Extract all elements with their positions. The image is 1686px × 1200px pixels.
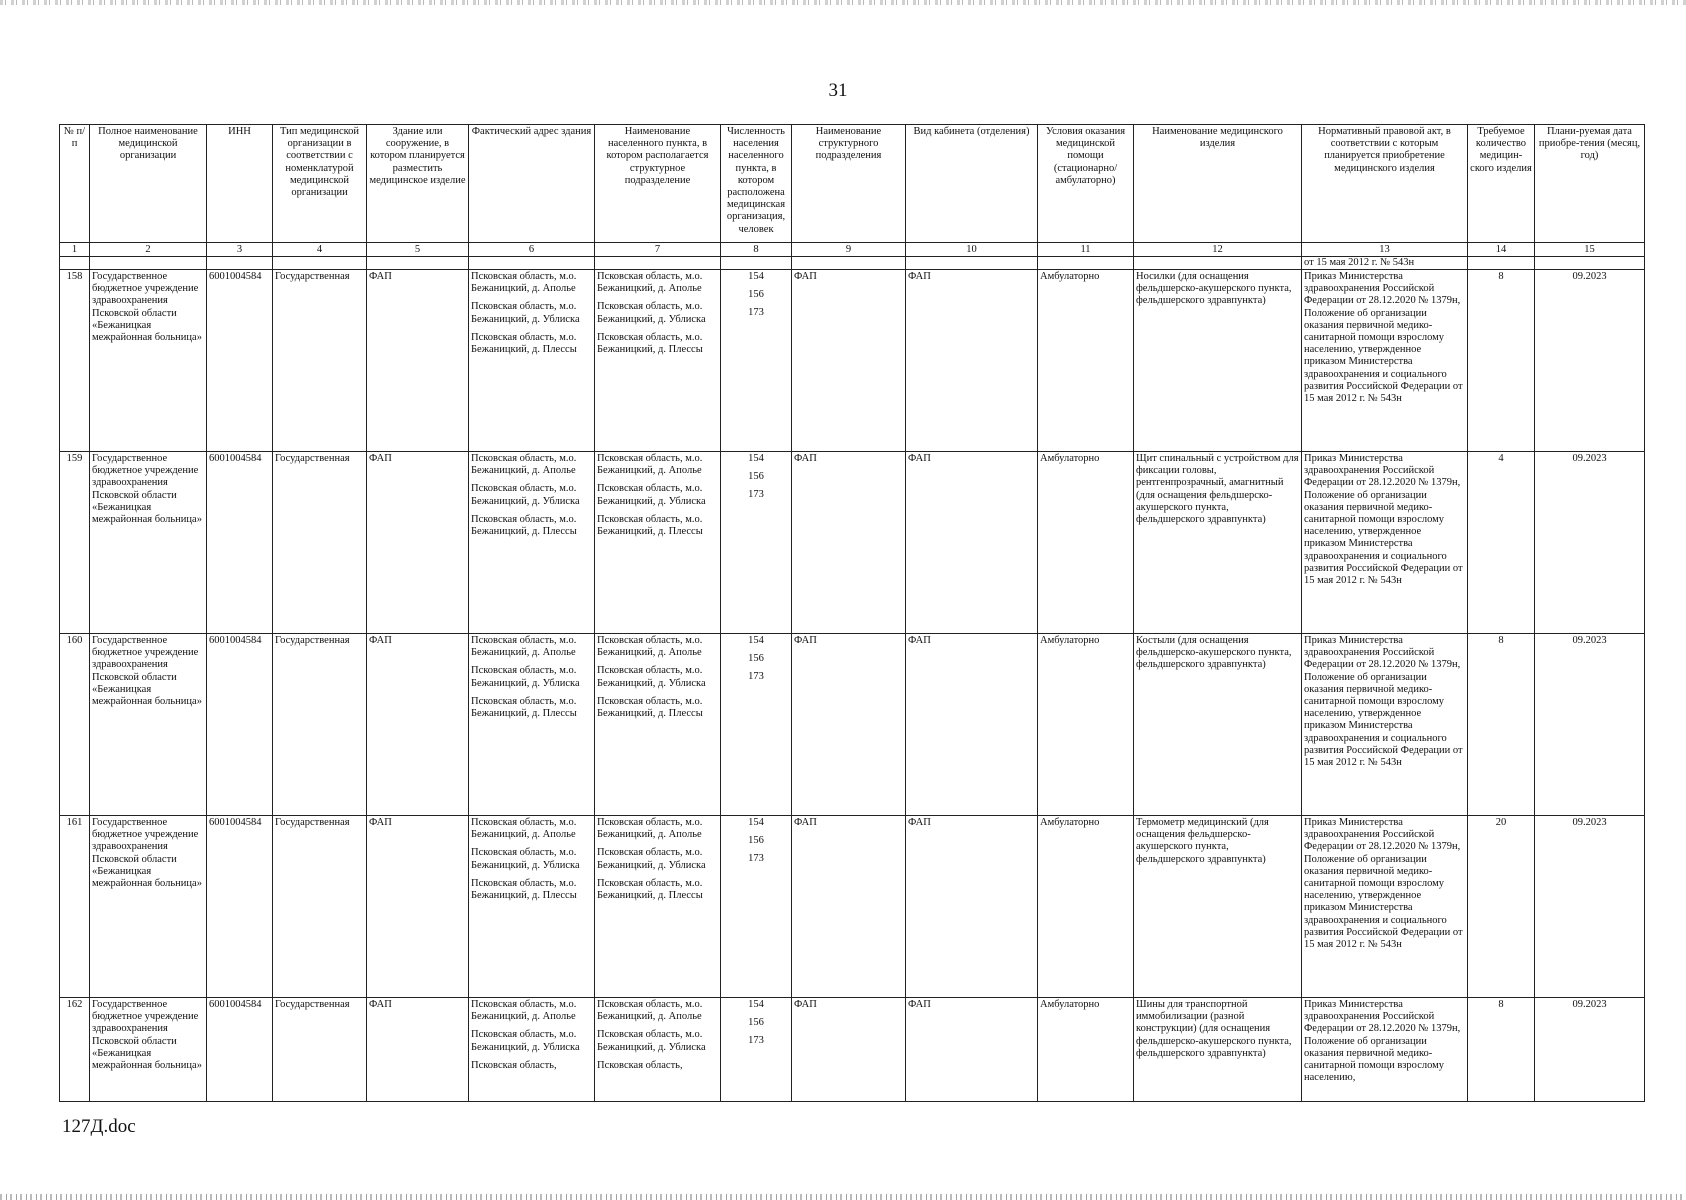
registry-table — [59, 124, 1645, 1102]
required-quantity: 8 — [1468, 270, 1535, 452]
table-row — [60, 998, 1645, 1102]
header-cell: Полное наименование медицинской организации — [90, 125, 207, 243]
population-list — [721, 998, 792, 1102]
structural-unit: ФАП — [792, 270, 906, 452]
column-number: 6 — [469, 243, 595, 257]
building-type: ФАП — [367, 270, 469, 452]
header-cell: Нормативный правовой акт, в соответствии с которым планируется приобретение медицинского изделия — [1302, 125, 1468, 243]
structural-unit: ФАП — [792, 816, 906, 998]
planned-date: 09.2023 — [1535, 634, 1645, 816]
row-number: 162 — [60, 998, 90, 1102]
column-number-row — [60, 243, 1645, 257]
population-value: 173 — [748, 307, 764, 319]
population-value: 156 — [748, 1017, 764, 1029]
organization-type: Государственная — [273, 634, 367, 816]
address-list — [469, 634, 595, 816]
address-entry: Псковская область, м.о. Бежаницкий, д. Плессы — [597, 695, 703, 720]
device-name: Щит спинальный с устройством для фиксации головы, рентгенпрозрачный, амагнитный (для оснащения фельдшерско-акушерского пункта, фельдшерского здравпункта) — [1134, 452, 1302, 634]
population-list — [721, 816, 792, 998]
settlement-list — [595, 998, 721, 1102]
care-conditions: Амбулаторно — [1038, 270, 1134, 452]
column-number: 15 — [1535, 243, 1645, 257]
population-value: 156 — [748, 835, 764, 847]
address-entry: Псковская область, м.о. Бежаницкий, д. Ублиска — [471, 483, 580, 507]
header-cell: Наименование населенного пункта, в котором располагается структурное подразделение — [595, 125, 721, 243]
document-filename: 127Д.doc — [62, 1116, 136, 1137]
organization-name: Государственное бюджетное учреждение здравоохранения Псковской области «Бежаницкая межрайонная больница» — [90, 634, 207, 816]
column-number: 9 — [792, 243, 906, 257]
organization-type: Государственная — [273, 452, 367, 634]
column-number: 3 — [207, 243, 273, 257]
address-entry: Псковская область, м.о. Бежаницкий, д. Плессы — [597, 513, 703, 538]
address-entry: Псковская область, м.о. Бежаницкий, д. Плессы — [597, 877, 703, 902]
header-cell: № п/п — [60, 125, 90, 243]
address-entry: Псковская область, м.о. Бежаницкий, д. Аполье — [597, 817, 703, 841]
inn-value: 6001004584 — [207, 634, 273, 816]
address-entry: Псковская область, м.о. Бежаницкий, д. Ублиска — [597, 847, 706, 871]
address-entry: Псковская область, м.о. Бежаницкий, д. Плессы — [597, 331, 703, 356]
organization-type: Государственная — [273, 816, 367, 998]
column-number: 13 — [1302, 243, 1468, 257]
address-entry: Псковская область, м.о. Бежаницкий, д. Ублиска — [471, 1029, 580, 1053]
row-number: 158 — [60, 270, 90, 452]
header-cell: Плани-руемая дата приобре-тения (месяц, год) — [1535, 125, 1645, 243]
building-type: ФАП — [367, 634, 469, 816]
continuation-text: от 15 мая 2012 г. № 543н — [1302, 257, 1468, 270]
column-number: 14 — [1468, 243, 1535, 257]
settlement-list — [595, 270, 721, 452]
address-list — [469, 816, 595, 998]
legal-act: Приказ Министерства здравоохранения Российской Федерации от 28.12.2020 № 1379н, Положение об организации оказания первичной медико-санитарной помощи взрослому населению, утвержденное приказом Министерства здравоохранения и социального развития Российской Федерации от 15 мая 2012 г. № 543н — [1302, 816, 1468, 998]
planned-date: 09.2023 — [1535, 452, 1645, 634]
device-name: Термометр медицинский (для оснащения фельдшерско-акушерского пункта, фельдшерского здравпункта) — [1134, 816, 1302, 998]
header-cell: Наименование структурного подразделения — [792, 125, 906, 243]
building-type: ФАП — [367, 452, 469, 634]
device-name: Костыли (для оснащения фельдшерско-акушерского пункта, фельдшерского здравпункта) — [1134, 634, 1302, 816]
care-conditions: Амбулаторно — [1038, 452, 1134, 634]
planned-date: 09.2023 — [1535, 816, 1645, 998]
cabinet-type: ФАП — [906, 998, 1038, 1102]
header-cell: Вид кабинета (отделения) — [906, 125, 1038, 243]
device-name: Шины для транспортной иммобилизации (разной конструкции) (для оснащения фельдшерско-акушерского пункта, фельдшерского здравпункта) — [1134, 998, 1302, 1102]
address-list — [469, 998, 595, 1102]
address-entry: Псковская область, м.о. Бежаницкий, д. Ублиска — [597, 483, 706, 507]
scan-edge-bottom — [0, 1194, 1686, 1200]
cabinet-type: ФАП — [906, 634, 1038, 816]
care-conditions: Амбулаторно — [1038, 998, 1134, 1102]
address-entry: Псковская область, м.о. Бежаницкий, д. Плессы — [471, 877, 577, 902]
address-entry: Псковская область, м.о. Бежаницкий, д. Плессы — [471, 331, 577, 356]
legal-act: Приказ Министерства здравоохранения Российской Федерации от 28.12.2020 № 1379н, Положение об организации оказания первичной медико-санитарной помощи взрослому населению, утвержденное приказом Министерства здравоохранения и социального развития Российской Федерации от 15 мая 2012 г. № 543н — [1302, 452, 1468, 634]
header-cell: Здание или сооружение, в котором планируется разместить медицинское изделие — [367, 125, 469, 243]
organization-name: Государственное бюджетное учреждение здравоохранения Псковской области «Бежаницкая межрайонная больница» — [90, 816, 207, 998]
table-row — [60, 816, 1645, 998]
population-value: 156 — [748, 289, 764, 301]
address-entry: Псковская область, м.о. Бежаницкий, д. Ублиска — [471, 665, 580, 689]
organization-type: Государственная — [273, 998, 367, 1102]
legal-act: Приказ Министерства здравоохранения Российской Федерации от 28.12.2020 № 1379н, Положение об организации оказания первичной медико-санитарной помощи взрослому населению, утвержденное приказом Министерства здравоохранения и социального развития Российской Федерации от 15 мая 2012 г. № 543н — [1302, 634, 1468, 816]
population-value: 156 — [748, 653, 764, 665]
table-row — [60, 270, 1645, 452]
organization-name: Государственное бюджетное учреждение здравоохранения Псковской области «Бежаницкая межрайонная больница» — [90, 998, 207, 1102]
address-entry: Псковская область, м.о. Бежаницкий, д. Аполье — [597, 999, 703, 1023]
header-cell: Тип медицинской организации в соответствии с номенклатурой медицинской организации — [273, 125, 367, 243]
structural-unit: ФАП — [792, 634, 906, 816]
continuation-row — [60, 257, 1645, 270]
table-row — [60, 452, 1645, 634]
organization-name: Государственное бюджетное учреждение здравоохранения Псковской области «Бежаницкая межрайонная больница» — [90, 452, 207, 634]
inn-value: 6001004584 — [207, 270, 273, 452]
address-entry: Псковская область, м.о. Бежаницкий, д. Аполье — [471, 635, 577, 659]
address-entry: Псковская область, м.о. Бежаницкий, д. Аполье — [471, 999, 577, 1023]
column-number: 2 — [90, 243, 207, 257]
column-number: 10 — [906, 243, 1038, 257]
address-list — [469, 452, 595, 634]
cabinet-type: ФАП — [906, 270, 1038, 452]
address-entry: Псковская область, м.о. Бежаницкий, д. Ублиска — [597, 1029, 706, 1053]
organization-name: Государственное бюджетное учреждение здравоохранения Псковской области «Бежаницкая межрайонная больница» — [90, 270, 207, 452]
population-value: 154 — [748, 635, 764, 646]
page-number: 31 — [828, 80, 848, 101]
inn-value: 6001004584 — [207, 816, 273, 998]
population-value: 156 — [748, 471, 764, 483]
address-entry: Псковская область, м.о. Бежаницкий, д. Аполье — [471, 453, 577, 477]
address-entry: Псковская область, м.о. Бежаницкий, д. Плессы — [471, 695, 577, 720]
address-entry: Псковская область, — [471, 1059, 557, 1071]
address-entry: Псковская область, м.о. Бежаницкий, д. Ублиска — [597, 665, 706, 689]
population-value: 154 — [748, 271, 764, 282]
address-entry: Псковская область, м.о. Бежаницкий, д. Аполье — [471, 817, 577, 841]
legal-act: Приказ Министерства здравоохранения Российской Федерации от 28.12.2020 № 1379н, Положение об организации оказания первичной медико-санитарной помощи взрослому населению, — [1302, 998, 1468, 1102]
cabinet-type: ФАП — [906, 816, 1038, 998]
address-entry: Псковская область, м.о. Бежаницкий, д. Аполье — [471, 271, 577, 295]
population-list — [721, 270, 792, 452]
population-value: 173 — [748, 853, 764, 865]
organization-type: Государственная — [273, 270, 367, 452]
address-entry: Псковская область, м.о. Бежаницкий, д. Ублиска — [471, 301, 580, 325]
settlement-list — [595, 816, 721, 998]
population-list — [721, 452, 792, 634]
settlement-list — [595, 634, 721, 816]
population-value: 173 — [748, 671, 764, 683]
inn-value: 6001004584 — [207, 998, 273, 1102]
address-entry: Псковская область, м.о. Бежаницкий, д. Аполье — [597, 635, 703, 659]
required-quantity: 20 — [1468, 816, 1535, 998]
header-row — [60, 125, 1645, 243]
address-entry: Псковская область, м.о. Бежаницкий, д. Ублиска — [597, 301, 706, 325]
care-conditions: Амбулаторно — [1038, 816, 1134, 998]
column-number: 7 — [595, 243, 721, 257]
column-number: 11 — [1038, 243, 1134, 257]
header-cell: Численность населения населенного пункта, в котором расположена медицинская организация, человек — [721, 125, 792, 243]
header-cell: Условия оказания медицинской помощи (стационарно/ амбулаторно) — [1038, 125, 1134, 243]
inn-value: 6001004584 — [207, 452, 273, 634]
column-number: 1 — [60, 243, 90, 257]
table-row — [60, 634, 1645, 816]
column-number: 4 — [273, 243, 367, 257]
planned-date: 09.2023 — [1535, 270, 1645, 452]
address-entry: Псковская область, м.о. Бежаницкий, д. Аполье — [597, 271, 703, 295]
building-type: ФАП — [367, 998, 469, 1102]
header-cell: Фактический адрес здания — [469, 125, 595, 243]
required-quantity: 8 — [1468, 998, 1535, 1102]
population-value: 154 — [748, 453, 764, 464]
scan-edge-top — [0, 0, 1686, 5]
address-entry: Псковская область, м.о. Бежаницкий, д. Аполье — [597, 453, 703, 477]
population-value: 173 — [748, 489, 764, 501]
device-name: Носилки (для оснащения фельдшерско-акушерского пункта, фельдшерского здравпункта) — [1134, 270, 1302, 452]
structural-unit: ФАП — [792, 452, 906, 634]
planned-date: 09.2023 — [1535, 998, 1645, 1102]
population-value: 154 — [748, 817, 764, 828]
header-cell: Наименование медицинского изделия — [1134, 125, 1302, 243]
cabinet-type: ФАП — [906, 452, 1038, 634]
row-number: 159 — [60, 452, 90, 634]
population-list — [721, 634, 792, 816]
legal-act: Приказ Министерства здравоохранения Российской Федерации от 28.12.2020 № 1379н, Положение об организации оказания первичной медико-санитарной помощи взрослому населению, утвержденное приказом Министерства здравоохранения и социального развития Российской Федерации от 15 мая 2012 г. № 543н — [1302, 270, 1468, 452]
address-entry: Псковская область, м.о. Бежаницкий, д. Плессы — [471, 513, 577, 538]
population-value: 173 — [748, 1035, 764, 1047]
row-number: 161 — [60, 816, 90, 998]
header-cell: ИНН — [207, 125, 273, 243]
structural-unit: ФАП — [792, 998, 906, 1102]
care-conditions: Амбулаторно — [1038, 634, 1134, 816]
row-number: 160 — [60, 634, 90, 816]
header-cell: Требуемое количество медицин-ского изделия — [1468, 125, 1535, 243]
address-list — [469, 270, 595, 452]
address-entry: Псковская область, — [597, 1059, 683, 1071]
column-number: 5 — [367, 243, 469, 257]
building-type: ФАП — [367, 816, 469, 998]
required-quantity: 8 — [1468, 634, 1535, 816]
column-number: 8 — [721, 243, 792, 257]
population-value: 154 — [748, 999, 764, 1010]
settlement-list — [595, 452, 721, 634]
column-number: 12 — [1134, 243, 1302, 257]
required-quantity: 4 — [1468, 452, 1535, 634]
address-entry: Псковская область, м.о. Бежаницкий, д. Ублиска — [471, 847, 580, 871]
